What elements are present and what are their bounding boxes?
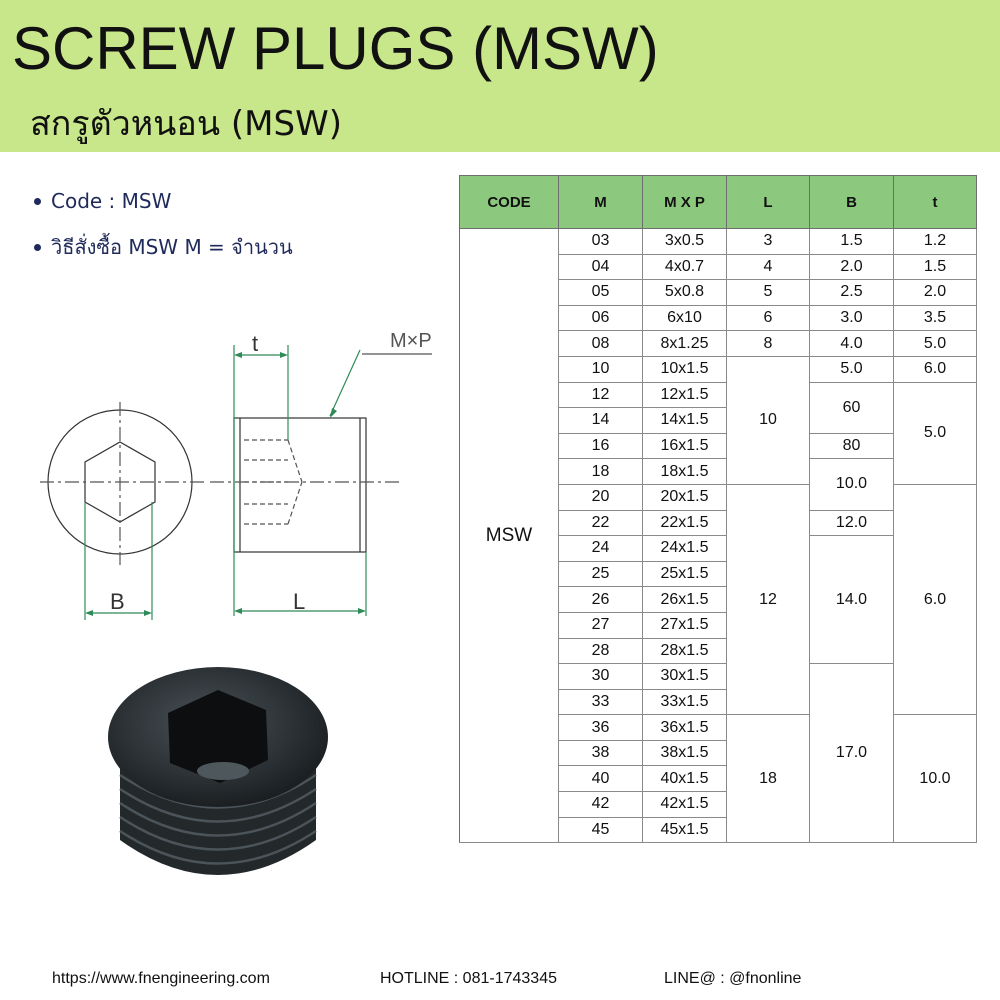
cell-b: 4.0 xyxy=(810,331,894,357)
table-header-row xyxy=(460,176,977,229)
cell-m: 42 xyxy=(559,792,643,818)
cell-m: 40 xyxy=(559,766,643,792)
cell-mxp: 36x1.5 xyxy=(643,715,727,741)
cell-mxp: 16x1.5 xyxy=(643,433,727,459)
cell-t: 10.0 xyxy=(894,715,977,843)
cell-m: 33 xyxy=(559,689,643,715)
cell-l: 4 xyxy=(727,254,810,280)
cell-mxp: 14x1.5 xyxy=(643,408,727,434)
cell-m: 12 xyxy=(559,382,643,408)
cell-code: MSW xyxy=(460,229,559,843)
cell-m: 03 xyxy=(559,229,643,255)
cell-b: 1.5 xyxy=(810,229,894,255)
bullet-code xyxy=(34,184,293,218)
cell-t: 5.0 xyxy=(894,331,977,357)
label-t: t xyxy=(252,331,259,356)
cell-t: 5.0 xyxy=(894,382,977,484)
info-bullets xyxy=(34,184,293,276)
header-banner xyxy=(0,0,1000,152)
cell-m: 24 xyxy=(559,536,643,562)
cell-b: 80 xyxy=(810,433,894,459)
cell-m: 30 xyxy=(559,664,643,690)
cell-m: 27 xyxy=(559,612,643,638)
cell-mxp: 33x1.5 xyxy=(643,689,727,715)
cell-m: 45 xyxy=(559,817,643,843)
cell-mxp: 38x1.5 xyxy=(643,740,727,766)
cell-m: 14 xyxy=(559,408,643,434)
bullet-dot-icon xyxy=(34,198,41,205)
cell-l: 8 xyxy=(727,331,810,357)
screw-plug-side-view-diagram xyxy=(210,345,432,616)
screw-plug-photo xyxy=(98,665,338,905)
bullet-order-method xyxy=(34,230,293,264)
cell-t: 6.0 xyxy=(894,356,977,382)
cell-b: 14.0 xyxy=(810,536,894,664)
label-l: L xyxy=(293,589,306,614)
cell-mxp: 42x1.5 xyxy=(643,792,727,818)
cell-mxp: 6x10 xyxy=(643,305,727,331)
cell-mxp: 3x0.5 xyxy=(643,229,727,255)
cell-m: 10 xyxy=(559,356,643,382)
cell-b: 17.0 xyxy=(810,664,894,843)
cell-mxp: 20x1.5 xyxy=(643,484,727,510)
cell-m: 22 xyxy=(559,510,643,536)
cell-m: 38 xyxy=(559,740,643,766)
footer-website[interactable]: https://www.fnengineering.com xyxy=(52,970,270,987)
cell-mxp: 26x1.5 xyxy=(643,587,727,613)
bullet-code-text: Code : MSW xyxy=(51,189,172,213)
header-code: CODE xyxy=(460,176,559,229)
bullet-dot-icon xyxy=(34,244,41,251)
label-mxp: M×P xyxy=(390,330,432,352)
cell-t: 1.5 xyxy=(894,254,977,280)
cell-mxp: 18x1.5 xyxy=(643,459,727,485)
cell-b: 2.0 xyxy=(810,254,894,280)
page-title: SCREW PLUGS (MSW) xyxy=(12,15,659,82)
cell-m: 25 xyxy=(559,561,643,587)
cell-t: 3.5 xyxy=(894,305,977,331)
socket-bottom xyxy=(197,762,249,780)
cell-b: 5.0 xyxy=(810,356,894,382)
cell-m: 36 xyxy=(559,715,643,741)
technical-drawing xyxy=(30,320,450,620)
cell-t: 1.2 xyxy=(894,229,977,255)
cell-t: 6.0 xyxy=(894,484,977,714)
cell-m: 20 xyxy=(559,484,643,510)
cell-m: 16 xyxy=(559,433,643,459)
cell-mxp: 10x1.5 xyxy=(643,356,727,382)
cell-m: 06 xyxy=(559,305,643,331)
cell-mxp: 28x1.5 xyxy=(643,638,727,664)
cell-mxp: 5x0.8 xyxy=(643,280,727,306)
cell-b: 60 xyxy=(810,382,894,433)
cell-l: 10 xyxy=(727,356,810,484)
cell-l: 3 xyxy=(727,229,810,255)
cell-mxp: 22x1.5 xyxy=(643,510,727,536)
footer-line: LINE@ : @fnonline xyxy=(664,970,802,987)
cell-mxp: 4x0.7 xyxy=(643,254,727,280)
cell-mxp: 40x1.5 xyxy=(643,766,727,792)
page-subtitle-thai: สกรูตัวหนอน (MSW) xyxy=(30,104,342,144)
header-t: t xyxy=(894,176,977,229)
cell-t: 2.0 xyxy=(894,280,977,306)
footer-hotline: HOTLINE : 081-1743345 xyxy=(380,970,557,987)
bullet-order-text: วิธีสั่งซื้อ MSW M = จำนวน xyxy=(51,235,293,259)
header-l: L xyxy=(727,176,810,229)
cell-l: 5 xyxy=(727,280,810,306)
cell-mxp: 30x1.5 xyxy=(643,664,727,690)
label-b: B xyxy=(110,589,125,614)
cell-m: 08 xyxy=(559,331,643,357)
header-mxp: M X P xyxy=(643,176,727,229)
cell-b: 12.0 xyxy=(810,510,894,536)
header-b: B xyxy=(810,176,894,229)
cell-l: 18 xyxy=(727,715,810,843)
cell-m: 05 xyxy=(559,280,643,306)
cell-m: 04 xyxy=(559,254,643,280)
hex-socket-end-view-diagram xyxy=(40,402,205,620)
cell-mxp: 45x1.5 xyxy=(643,817,727,843)
cell-m: 26 xyxy=(559,587,643,613)
spec-table xyxy=(459,175,977,843)
cell-b: 10.0 xyxy=(810,459,894,510)
table-row xyxy=(460,229,977,255)
cell-m: 28 xyxy=(559,638,643,664)
cell-b: 3.0 xyxy=(810,305,894,331)
cell-mxp: 27x1.5 xyxy=(643,612,727,638)
cell-mxp: 8x1.25 xyxy=(643,331,727,357)
cell-l: 12 xyxy=(727,484,810,714)
cell-b: 2.5 xyxy=(810,280,894,306)
cell-mxp: 25x1.5 xyxy=(643,561,727,587)
cell-mxp: 24x1.5 xyxy=(643,536,727,562)
cell-mxp: 12x1.5 xyxy=(643,382,727,408)
cell-l: 6 xyxy=(727,305,810,331)
cell-m: 18 xyxy=(559,459,643,485)
header-m: M xyxy=(559,176,643,229)
